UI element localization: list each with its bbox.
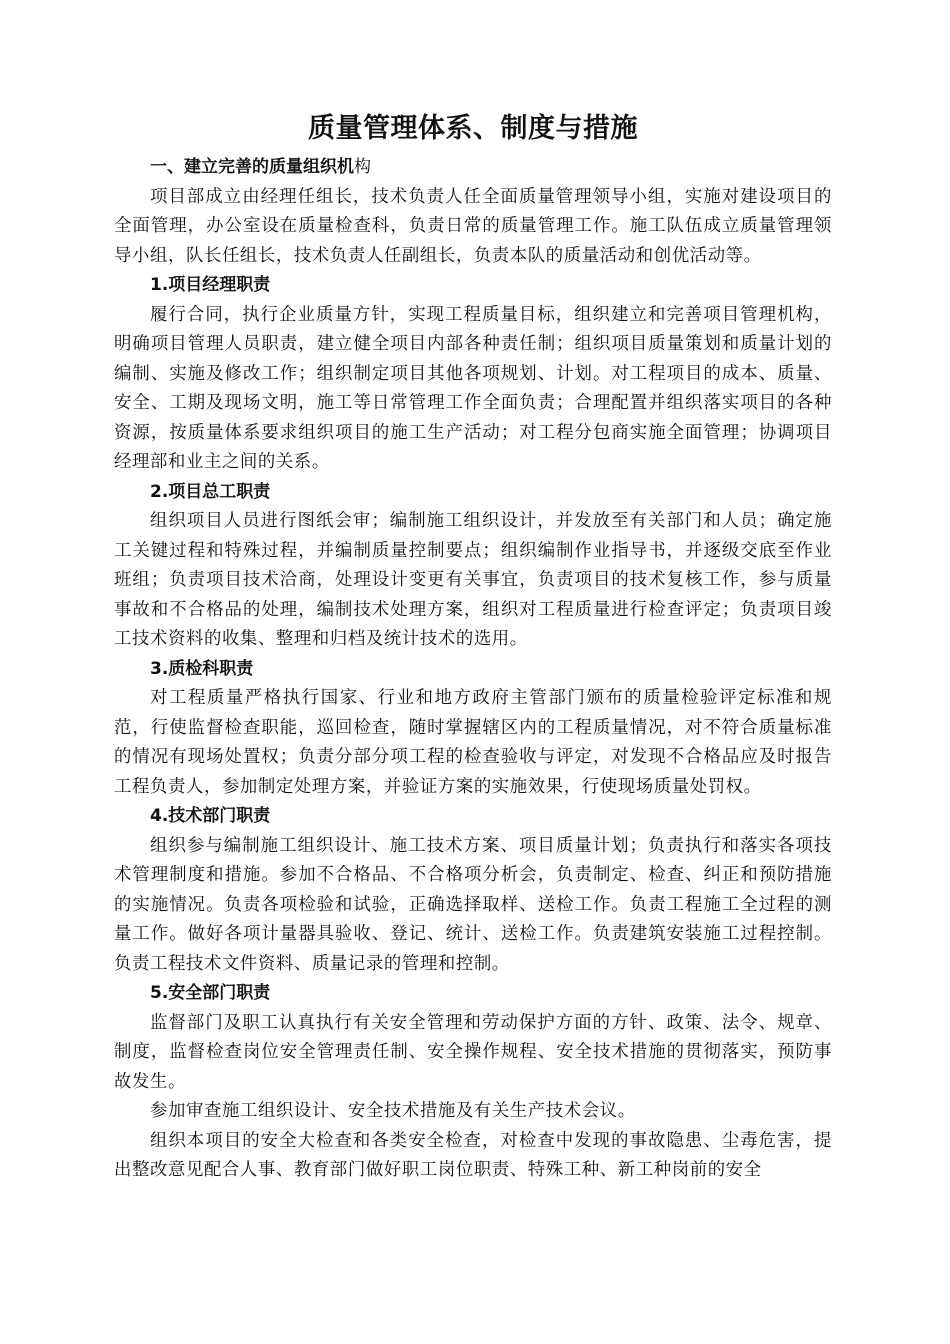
paragraph-project-manager-duty: 履行合同，执行企业质量方针，实现工程质量目标，组织建立和完善项目管理机构，明确项目管理人员职责，建立健全项目内部各种责任制；组织项目质量策划和质量计划的编制、实施及修改工作；组织制定项目其他各项规划、计划。对工程项目的成本、质量、安全、工期及现场文明，施工等日常管理工作全面负责；合理配置并组织落实项目的各种资源，按质量体系要求组织项目的施工生产活动；对工程分包商实施全面管理；协调项目经理部和业主之间的关系。: [114, 304, 832, 472]
paragraph-technical-dept-duty: 组织参与编制施工组织设计、施工技术方案、项目质量计划；负责执行和落实各项技术管理制度和措施。参加不合格品、不合格项分析会，负责制定、检查、纠正和预防措施的实施情况。负责各项检验和试验，正确选择取样、送检工作。负责工程施工全过程的测量工作。做好各项计量器具验收、登记、统计、送检工作。负责建筑安装施工过程控制。负责工程技术文件资料、质量记录的管理和控制。: [114, 835, 832, 974]
document-body: [114, 105, 832, 1186]
paragraph-organization: 项目部成立由经理任组长，技术负责人任全面质量管理领导小组，实施对建设项目的全面管理，办公室设在质量检查科，负责日常的质量管理工作。施工队伍成立质量管理领导小组，队长任组长，技术负责人任副组长，负责本队的质量活动和创优活动等。: [114, 186, 832, 266]
section-heading-organization-tail: 构: [354, 157, 371, 177]
heading-project-manager-duty: 1.项目经理职责: [150, 275, 271, 295]
paragraph-safety-dept-duty-1: 监督部门及职工认真执行有关安全管理和劳动保护方面的方针、政策、法令、规章、制度，监督检查岗位安全管理责任制、安全操作规程、安全技术措施的贯彻落实，预防事故发生。: [114, 1012, 832, 1092]
page-title: 质量管理体系、制度与措施: [308, 113, 638, 144]
paragraph-safety-dept-duty-2: 参加审查施工组织设计、安全技术措施及有关生产技术会议。: [150, 1101, 636, 1121]
heading-safety-dept-duty: 5.安全部门职责: [150, 983, 271, 1003]
heading-chief-engineer-duty: 2.项目总工职责: [150, 481, 271, 502]
section-heading-organization: [114, 153, 832, 183]
section-heading-organization-text: 一、建立完善的质量组织机: [150, 157, 354, 177]
heading-technical-dept-duty: 4.技术部门职责: [150, 806, 271, 826]
heading-quality-inspection-duty: 3.质检科职责: [150, 658, 254, 679]
paragraph-chief-engineer-duty: 组织项目人员进行图纸会审；编制施工组织设计，并发放至有关部门和人员；确定施工关键过程和特殊过程，并编制质量控制要点；组织编制作业指导书，并逐级交底至作业班组；负责项目技术洽商，处理设计变更有关事宜，负责项目的技术复核工作，参与质量事故和不合格品的处理，编制技术处理方案，组织对工程质量进行检查评定；负责项目竣工技术资料的收集、整理和归档及统计技术的选用。: [114, 511, 832, 649]
paragraph-safety-dept-duty-3: 组织本项目的安全大检查和各类安全检查，对检查中发现的事故隐患、尘毒危害，提出整改意见配合人事、教育部门做好职工岗位职责、特殊工种、新工种岗前的安全: [114, 1130, 832, 1180]
paragraph-quality-inspection-duty: 对工程质量严格执行国家、行业和地方政府主管部门颁布的质量检验评定标准和规范，行使监督检查职能，巡回检查，随时掌握辖区内的工程质量情况，对不符合质量标准的情况有现场处置权；负责分部分项工程的检查验收与评定，对发现不合格品应及时报告工程负责人，参加制定处理方案，并验证方案的实施效果，行使现场质量处罚权。: [114, 688, 832, 797]
